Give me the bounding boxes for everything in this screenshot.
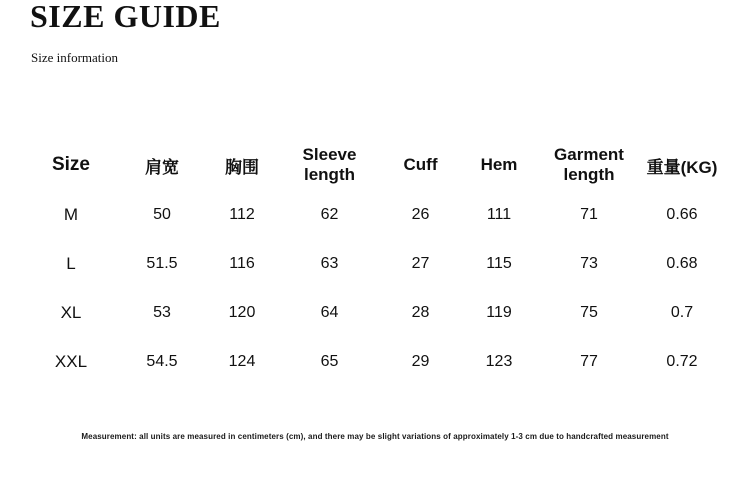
table-row [25, 190, 725, 239]
cell-hem: 123 [485, 352, 513, 370]
table-row [25, 288, 725, 337]
cell-size: M [63, 204, 79, 224]
cell-sleeve-length: 64 [320, 303, 339, 321]
cell-cuff: 29 [411, 352, 430, 370]
cell-hem: 111 [486, 205, 512, 223]
page-title: SIZE GUIDE [30, 0, 221, 34]
cell-garment-length: 75 [580, 303, 598, 321]
size-table-container [0, 140, 750, 386]
cell-shoulder: 54.5 [146, 352, 178, 370]
cell-weight: 0.72 [666, 352, 698, 370]
column-header-chest: 胸围 [225, 157, 259, 177]
column-header-garment-length: Garment length [554, 145, 624, 184]
cell-size: XL [60, 302, 82, 322]
cell-garment-length: 73 [580, 254, 598, 272]
cell-garment-length: 77 [580, 352, 598, 370]
cell-weight: 0.7 [670, 303, 694, 321]
cell-weight: 0.66 [666, 205, 698, 223]
table-row [25, 239, 725, 288]
table-header-row [25, 140, 725, 190]
cell-weight: 0.68 [666, 254, 698, 272]
column-header-weight: 重量(KG) [646, 157, 718, 177]
table-header [25, 140, 725, 190]
cell-cuff: 27 [411, 254, 430, 272]
cell-chest: 112 [229, 205, 255, 223]
column-header-hem: Hem [480, 155, 518, 174]
column-header-size: Size [51, 154, 91, 175]
table-body [25, 190, 725, 386]
cell-hem: 119 [486, 303, 512, 321]
cell-size: L [66, 253, 76, 273]
cell-chest: 120 [228, 303, 256, 321]
cell-cuff: 28 [411, 303, 430, 321]
cell-size: XXL [54, 351, 88, 371]
cell-sleeve-length: 62 [320, 205, 339, 223]
cell-shoulder: 51.5 [146, 254, 178, 272]
cell-shoulder: 50 [153, 205, 171, 223]
cell-shoulder: 53 [153, 303, 171, 321]
measurement-footnote: Measurement: all units are measured in centimeters (cm), and there may be slight variations of approximately 1-3 cm due to handcrafted measurement [81, 432, 669, 441]
table-row [25, 337, 725, 386]
cell-sleeve-length: 63 [320, 254, 339, 272]
cell-hem: 115 [486, 254, 512, 272]
cell-sleeve-length: 65 [320, 352, 339, 370]
page-subtitle: Size information [31, 50, 119, 65]
cell-garment-length: 71 [580, 205, 598, 223]
cell-cuff: 26 [411, 205, 430, 223]
column-header-shoulder: 肩宽 [145, 157, 179, 177]
column-header-sleeve-length: Sleeve length [302, 145, 357, 184]
cell-chest: 116 [229, 254, 255, 272]
cell-chest: 124 [228, 352, 256, 370]
column-header-cuff: Cuff [403, 155, 438, 174]
size-table [25, 140, 725, 386]
